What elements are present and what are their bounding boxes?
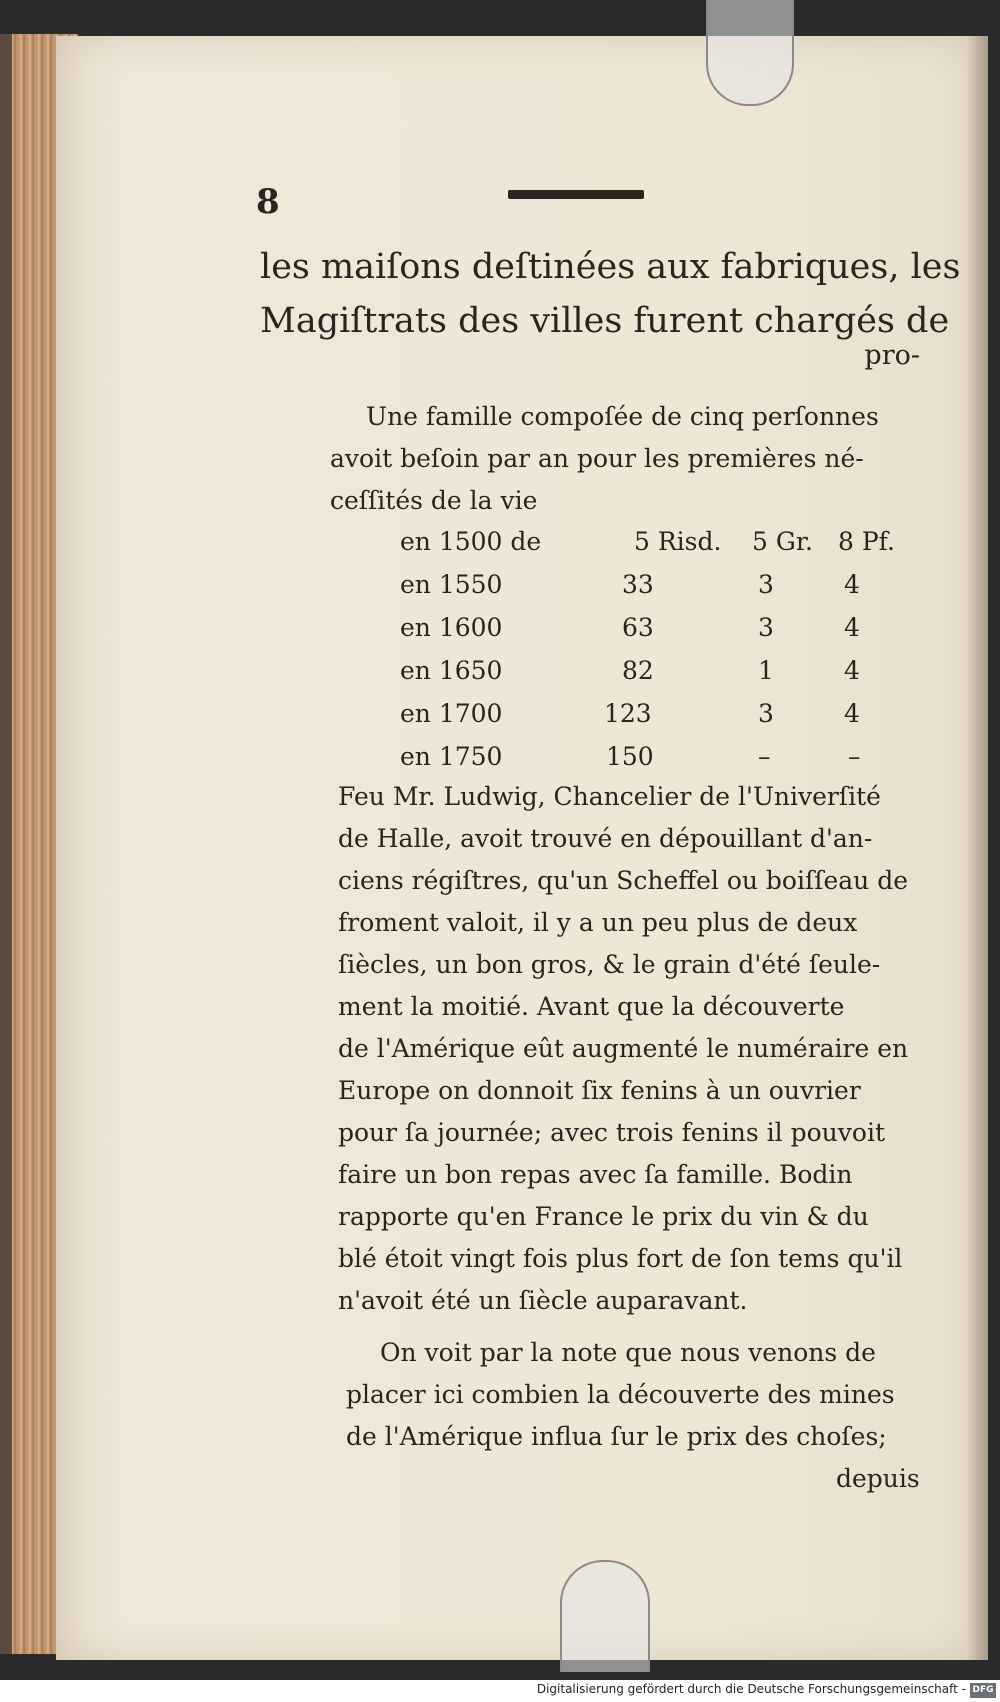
note-text-line: pour ſa journée; avec trois fenins il pouvoit [338,1118,885,1147]
note-intro-line: Une famille compoſée de cinq perſonnes [366,402,879,431]
footer-bar [0,1680,1000,1702]
table-cell-gr: 3 [758,699,774,728]
table-cell-gr: 5 Gr. [752,527,813,556]
book-spine-shadow [0,34,12,1654]
table-cell-risd: 150 [606,742,654,771]
catchword-bottom: depuis [836,1464,920,1493]
table-cell-risd: 123 [604,699,652,728]
note-text-line: ment la moitié. Avant que la découverte [338,992,845,1021]
note-text-line: placer ici combien la découverte des mines [346,1380,895,1409]
table-cell-gr: 1 [758,656,774,685]
table-cell-gr: 3 [758,570,774,599]
note-text-line: n'avoit été un ſiècle auparavant. [338,1286,748,1315]
note-text-line: de l'Amérique eût augmenté le numéraire en [338,1034,909,1063]
main-text-line: Magiſtrats des villes furent chargés de [260,301,950,341]
table-cell-pf: – [848,742,861,771]
header-rule [508,190,644,199]
table-cell-gr: – [758,742,771,771]
note-text-line: de Halle, avoit trouvé en dépouillant d'an- [338,824,873,853]
table-cell-year: en 1700 [400,699,503,728]
note-text-line: Europe on donnoit ſix fenins à un ouvrier [338,1076,861,1105]
table-cell-risd: 33 [622,570,654,599]
table-cell-gr: 3 [758,613,774,642]
table-cell-year: en 1650 [400,656,503,685]
note-text-line: ſiècles, un bon gros, & le grain d'été ſeule- [338,950,881,979]
table-cell-risd: 82 [622,656,654,685]
note-text-line: rapporte qu'en France le prix du vin & du [338,1202,869,1231]
table-cell-pf: 4 [844,699,860,728]
note-text-line: ciens régiſtres, qu'un Scheffel ou boiſſeau de [338,866,909,895]
table-cell-year: en 1600 [400,613,503,642]
note-text-line: de l'Amérique influa ſur le prix des choſes; [346,1422,887,1451]
table-cell-pf: 4 [844,570,860,599]
note-text-line: faire un bon repas avec ſa famille. Bodin [338,1160,853,1189]
page-number: 8 [256,182,280,222]
main-text-line: les maiſons deſtinées aux fabriques, les [260,247,961,287]
page-right-edge [968,36,988,1660]
footer-credit: Digitalisierung gefördert durch die Deutsche Forschungsgemeinschaft - [536,1682,966,1696]
bottom-page-clip [560,1560,650,1672]
dfg-logo: DFG [970,1683,996,1698]
note-text-line: blé étoit vingt fois plus fort de ſon tems qu'il [338,1244,903,1273]
table-cell-pf: 8 Pf. [838,527,895,556]
table-cell-pf: 4 [844,613,860,642]
note-text-line: Feu Mr. Ludwig, Chancelier de l'Univerſité [338,782,881,811]
note-intro-line: ceſſités de la vie [330,486,538,515]
top-page-clip [706,0,794,106]
table-cell-pf: 4 [844,656,860,685]
table-cell-risd: 63 [622,613,654,642]
note-text-line: On voit par la note que nous venons de [380,1338,876,1367]
table-cell-year: en 1750 [400,742,503,771]
catchword-top: pro- [864,340,920,371]
note-text-line: froment valoit, il y a un peu plus de deux [338,908,858,937]
note-intro-line: avoit beſoin par an pour les premières né- [330,444,864,473]
table-cell-risd: 5 Risd. [634,527,722,556]
table-cell-year: en 1550 [400,570,503,599]
table-cell-year: en 1500 de [400,527,542,556]
